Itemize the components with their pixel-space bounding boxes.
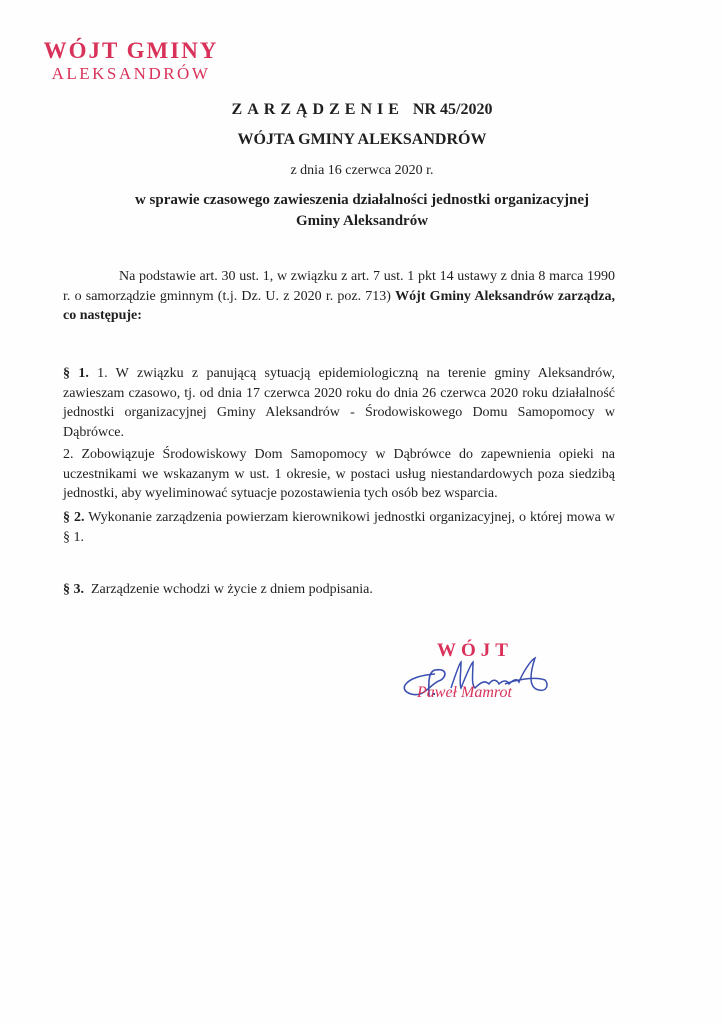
section-text: 1. W związku z panującą sytuacją epidemiologiczną na terenie gminy Aleksandrów, zawieszam czasowo, tj. od dnia 17 czerwca 2020 roku do dnia 26 czerwca 2020 roku działalność jednostki organizacyjnej Gminy Aleksandrów - Środowiskowego Domu Samopomocy w Dąbrówce. bbox=[63, 366, 615, 440]
title-number: NR 45/2020 bbox=[412, 101, 493, 118]
signature-block bbox=[395, 640, 555, 710]
section-3 bbox=[63, 580, 615, 600]
document-date: z dnia 16 czerwca 2020 r. bbox=[290, 163, 434, 178]
intro-text: Na podstawie art. 30 ust. 1, w związku z art. 7 ust. 1 pkt 14 ustawy z dnia 8 marca 1990 r. o samorządzie gminnym (t.j. Dz. U. z 2020 r. poz. 713) bbox=[63, 269, 615, 304]
section-text: Wykonanie zarządzenia powierzam kierownikowi jednostki organizacyjnej, o której mowa w § 1. bbox=[63, 510, 616, 545]
legal-basis-paragraph bbox=[63, 267, 615, 326]
subject-line-2: Gminy Aleksandrów bbox=[295, 213, 429, 229]
stamp-line-2: ALEKSANDRÓW bbox=[51, 64, 211, 83]
official-stamp-header bbox=[36, 38, 226, 84]
section-2 bbox=[63, 508, 615, 547]
signature-stamp-title: WÓJT bbox=[437, 640, 513, 661]
section-mark: § 2. bbox=[63, 510, 85, 525]
section-1-point-1 bbox=[63, 364, 615, 442]
stamp-line-1: WÓJT GMINY bbox=[43, 38, 219, 63]
document-issuer: WÓJTA GMINY ALEKSANDRÓW bbox=[237, 131, 487, 148]
document-subject bbox=[0, 190, 724, 232]
section-text: 2. Zobowiązuje Środowiskowy Dom Samopomocy w Dąbrówce do zapewnienia opieki na uczestnikami we wskazanym w ust. 1 okresie, w postaci usług niestandardowych poza siedzibą jednostki, aby wyeliminować sytuacje pozostawienia tych osób bez wsparcia. bbox=[63, 447, 615, 501]
section-1-point-2 bbox=[63, 445, 615, 504]
intro-bold: Wójt Gminy Aleksandrów zarządza, co następuje: bbox=[63, 288, 616, 323]
section-mark: § 3. bbox=[63, 582, 84, 597]
section-text: Zarządzenie wchodzi w życie z dniem podpisania. bbox=[84, 582, 373, 597]
title-word: ZARZĄDZENIE bbox=[231, 101, 404, 118]
subject-line-1: w sprawie czasowego zawieszenia działalności jednostki organizacyjnej bbox=[134, 192, 590, 208]
signature-stamp-name: Paweł Mamrot bbox=[417, 684, 512, 701]
document-title bbox=[0, 101, 724, 119]
section-mark: § 1. bbox=[63, 366, 89, 381]
